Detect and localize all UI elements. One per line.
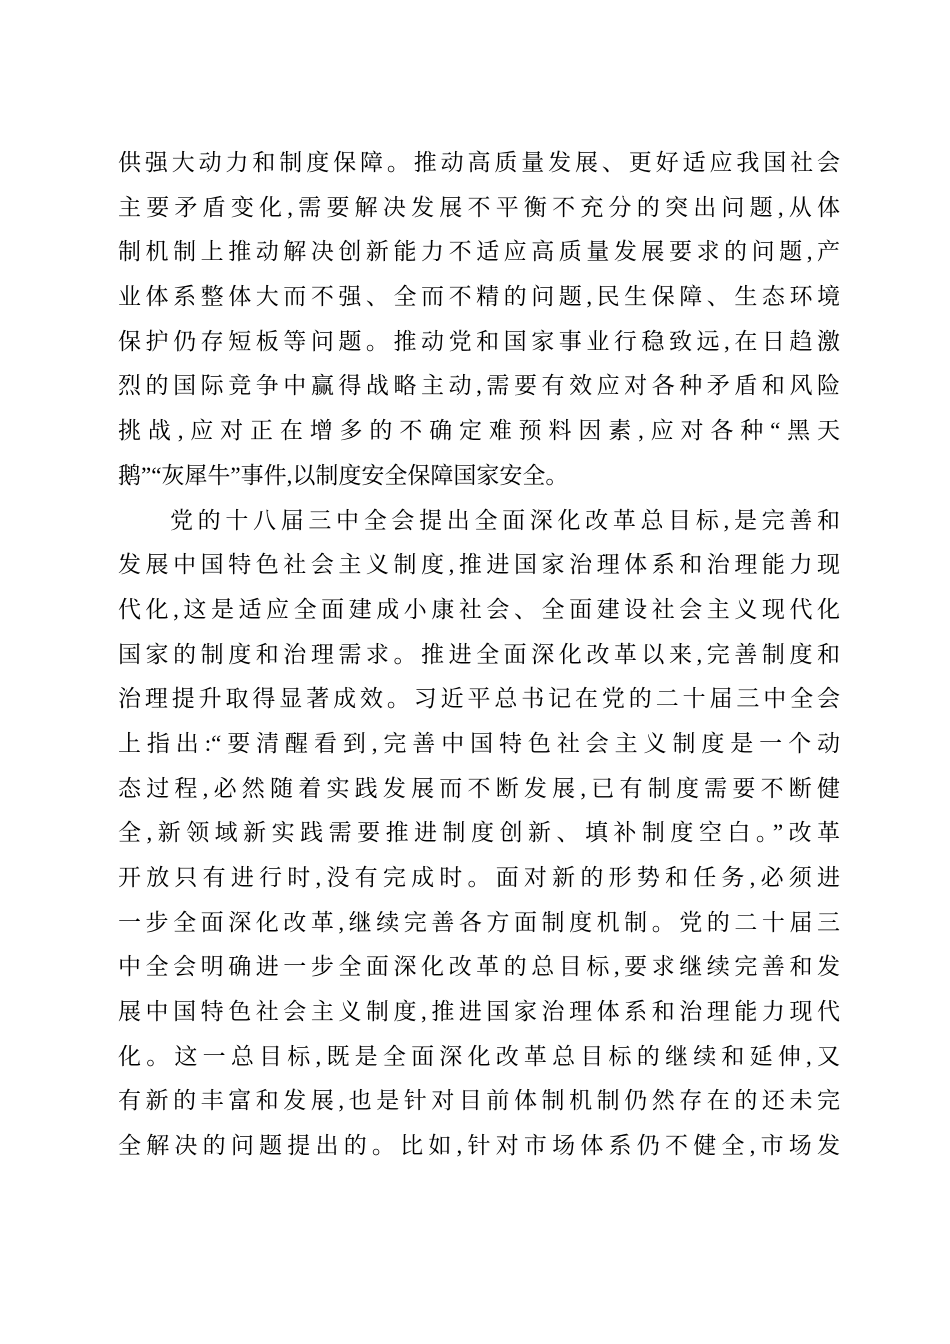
text-line: 党的十八届三中全会提出全面深化改革总目标,是完善和 — [170, 507, 840, 533]
text-line: 烈的国际竞争中赢得战略主动,需要有效应对各种矛盾和风险 — [118, 373, 840, 399]
text-line: 上指出:“要清醒看到,完善中国特色社会主义制度是一个动 — [118, 730, 840, 756]
paragraph-2 — [118, 499, 840, 1169]
text-line: 国家的制度和治理需求。推进全面深化改革以来,完善制度和 — [118, 641, 840, 667]
text-line: 治理提升取得显著成效。习近平总书记在党的二十届三中全会 — [118, 686, 840, 712]
text-line: 化。这一总目标,既是全面深化改革总目标的继续和延伸,又 — [118, 1043, 840, 1069]
text-line: 保护仍存短板等问题。推动党和国家事业行稳致远,在日趋激 — [118, 328, 840, 354]
text-line: 鹅”“灰犀牛”事件,以制度安全保障国家安全。 — [118, 462, 569, 488]
text-line: 主要矛盾变化,需要解决发展不平衡不充分的突出问题,从体 — [118, 194, 840, 220]
text-line: 一步全面深化改革,继续完善各方面制度机制。党的二十届三 — [118, 909, 840, 935]
text-line: 挑战,应对正在增多的不确定难预料因素,应对各种“黑天 — [118, 418, 840, 444]
text-line: 全,新领域新实践需要推进制度创新、填补制度空白。”改革 — [118, 820, 840, 846]
text-line: 制机制上推动解决创新能力不适应高质量发展要求的问题,产 — [118, 239, 840, 265]
paragraph-1 — [118, 141, 840, 499]
text-line: 展中国特色社会主义制度,推进国家治理体系和治理能力现代 — [118, 999, 840, 1025]
text-line: 发展中国特色社会主义制度,推进国家治理体系和治理能力现 — [118, 552, 840, 578]
text-line: 中全会明确进一步全面深化改革的总目标,要求继续完善和发 — [118, 954, 840, 980]
text-line: 业体系整体大而不强、全而不精的问题,民生保障、生态环境 — [118, 284, 840, 310]
text-line: 代化,这是适应全面建成小康社会、全面建设社会主义现代化 — [118, 596, 840, 622]
text-line: 供强大动力和制度保障。推动高质量发展、更好适应我国社会 — [118, 150, 840, 175]
text-line: 全解决的问题提出的。比如,针对市场体系仍不健全,市场发 — [118, 1133, 840, 1159]
text-line: 开放只有进行时,没有完成时。面对新的形势和任务,必须进 — [118, 865, 840, 890]
text-line: 有新的丰富和发展,也是针对目前体制机制仍然存在的还未完 — [118, 1088, 840, 1114]
text-line: 态过程,必然随着实践发展而不断发展,已有制度需要不断健 — [118, 775, 840, 801]
